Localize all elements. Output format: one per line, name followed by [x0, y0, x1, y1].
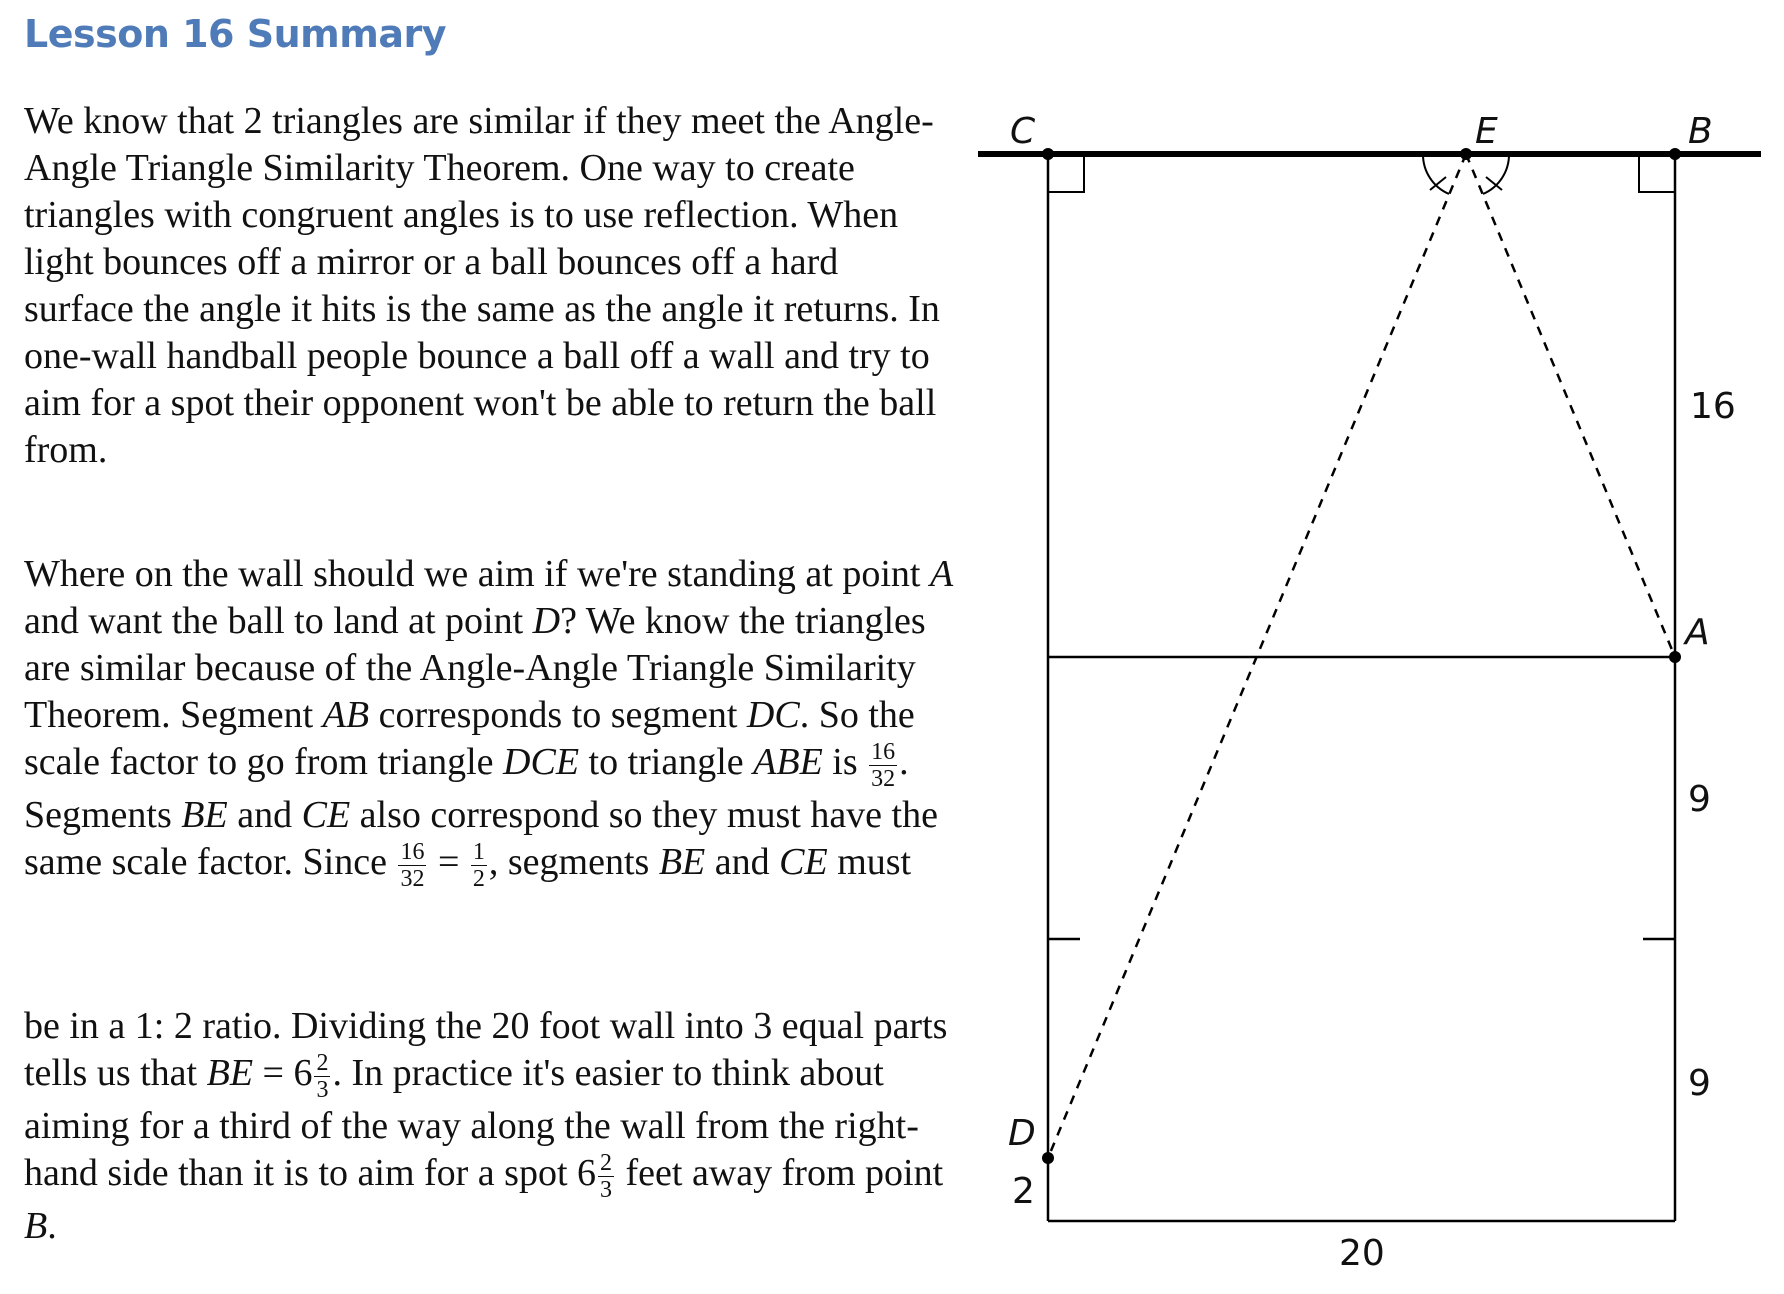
length-16: 16	[1690, 386, 1736, 427]
point-d	[1042, 1152, 1054, 1164]
length-20: 20	[1339, 1233, 1385, 1274]
right-angle-mark-c	[1048, 154, 1084, 192]
summary-paragraph-2: Where on the wall should we aim if we're standing at point A and want the ball to land at point D? We know the triangles are similar because of the Angle-Angle Triangle Similarity Theorem. Segment AB corresponds to segment DC. So the scale factor to go from triangle DCE to triangle ABE is $\frac{16}{32}$ . Segments BE and CE also correspond so they must have the same scale factor. Since $\frac{16}{32}$ = $\frac{1}{2}$ , segments BE and CE must	[24, 553, 954, 892]
point-e	[1460, 148, 1472, 160]
label-e: E	[1475, 111, 1498, 152]
angle-arc-left	[1423, 154, 1449, 194]
fraction-16-32: $\frac{16}{32}$	[400, 839, 425, 892]
label-c: C	[1010, 111, 1036, 152]
right-angle-mark-b	[1639, 154, 1675, 192]
page-title: Lesson 16 Summary	[24, 12, 446, 56]
angle-arc-right	[1483, 154, 1509, 194]
label-b: B	[1688, 111, 1713, 152]
point-a	[1669, 651, 1681, 663]
length-2: 2	[1012, 1171, 1035, 1212]
point-b	[1669, 148, 1681, 160]
summary-paragraph-1: We know that 2 triangles are similar if they meet the Angle-Angle Triangle Similarity Theorem. One way to create triangles with congruent angles is to use reflection. When light bounces off a mirror or a ball bounces off a hard surface the angle it hits is the same as the angle it returns. In one-wall handball people bounce a ball off a wall and try to aim for a spot their opponent won't be able to return the ball from.	[24, 100, 940, 471]
length-9-lower: 9	[1688, 1063, 1711, 1104]
label-a: A	[1685, 612, 1710, 653]
fraction-16-32: $\frac{16}{32}$	[871, 739, 896, 792]
path-e-to-a	[1466, 154, 1675, 657]
summary-paragraph-3: be in a 1: 2 ratio. Dividing the 20 foot wall into 3 equal parts tells us that BE = 6 $\frac{2}{3}$ . In practice it's easier to think about aiming for a third of the way along the wall from the right-hand side than it is to aim for a spot 6 $\frac{2}{3}$ feet away from point B.	[24, 1005, 948, 1247]
fraction-2-3: $\frac{2}{3}$	[600, 1150, 613, 1203]
length-9-upper: 9	[1688, 779, 1711, 820]
point-c	[1042, 148, 1054, 160]
fraction-2-3: $\frac{2}{3}$	[316, 1050, 329, 1103]
fraction-1-2: $\frac{1}{2}$	[472, 839, 485, 892]
label-d: D	[1008, 1113, 1036, 1154]
